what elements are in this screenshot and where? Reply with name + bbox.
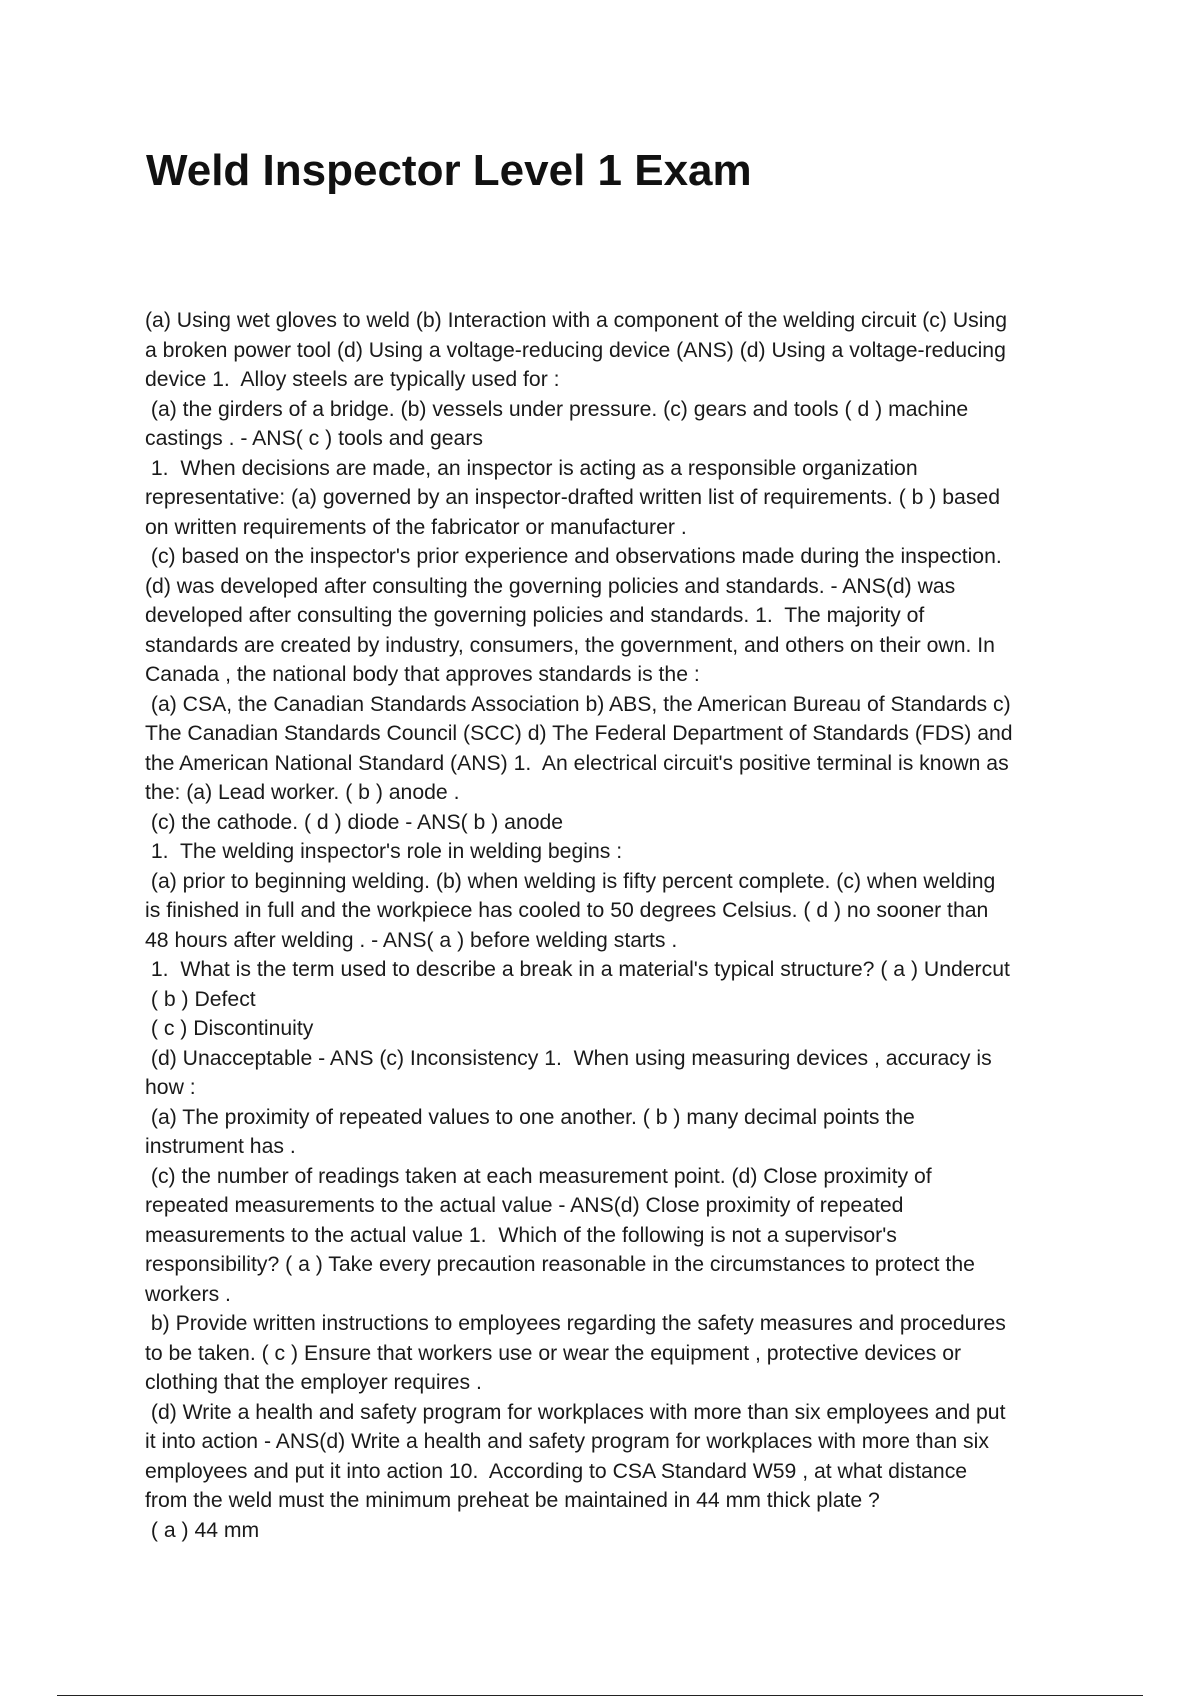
text-line: (c) the number of readings taken at each measurement point. (d) Close proximity of: [145, 1164, 932, 1188]
text-line: is finished in full and the workpiece has cooled to 50 degrees Celsius. ( d ) no sooner than: [145, 899, 989, 922]
text-line: employees and put it into action 10. According to CSA Standard W59 , at what distance: [145, 1459, 968, 1483]
text-line: the American National Standard (ANS) 1. An electrical circuit's positive terminal is known as: [145, 751, 1009, 775]
text-line: a broken power tool (d) Using a voltage-reducing device (ANS) (d) Using a voltage-reducing: [145, 338, 1006, 362]
exam-body-text: [145, 306, 1075, 1545]
text-line: b) Provide written instructions to employees regarding the safety measures and procedures: [145, 1312, 1006, 1335]
text-line: (a) prior to beginning welding. (b) when welding is fifty percent complete. (c) when welding: [145, 869, 996, 893]
text-line: responsibility? ( a ) Take every precaution reasonable in the circumstances to protect the: [145, 1253, 975, 1276]
text-line: (d) Unacceptable - ANS (c) Inconsistency 1. When using measuring devices , accuracy is: [145, 1046, 992, 1070]
text-line: repeated measurements to the actual value - ANS(d) Close proximity of repeated: [145, 1194, 904, 1217]
text-line: Canada , the national body that approves standards is the :: [145, 663, 700, 686]
text-line: (a) the girders of a bridge. (b) vessels under pressure. (c) gears and tools ( d ) machine: [145, 397, 969, 421]
text-line: it into action - ANS(d) Write a health and safety program for workplaces with more than six: [145, 1430, 989, 1453]
text-line: (d) Write a health and safety program for workplaces with more than six employees and put: [145, 1400, 1006, 1424]
text-line: (a) The proximity of repeated values to one another. ( b ) many decimal points the: [145, 1105, 915, 1129]
text-line: to be taken. ( c ) Ensure that workers use or wear the equipment , protective devices or: [145, 1341, 962, 1365]
text-line: 1. The welding inspector's role in welding begins :: [145, 840, 623, 863]
text-line: device 1. Alloy steels are typically used for :: [145, 368, 560, 391]
text-line: (a) Using wet gloves to weld (b) Interaction with a component of the welding circuit (c) Using: [145, 309, 1008, 332]
bottom-divider: [57, 1695, 1143, 1696]
text-line: (a) CSA, the Canadian Standards Association b) ABS, the American Bureau of Standards c): [145, 692, 1011, 716]
text-line: clothing that the employer requires .: [145, 1371, 482, 1394]
text-line: 48 hours after welding . - ANS( a ) before welding starts .: [145, 928, 678, 952]
text-line: (c) the cathode. ( d ) diode - ANS( b ) anode: [145, 810, 564, 834]
text-line: (c) based on the inspector's prior experience and observations made during the inspection.: [145, 545, 1002, 568]
text-line: developed after consulting the governing policies and standards. 1. The majority of: [145, 604, 925, 627]
text-line: ( c ) Discontinuity: [145, 1017, 314, 1040]
text-line: measurements to the actual value 1. Which of the following is not a supervisor's: [145, 1223, 897, 1247]
text-line: instrument has .: [145, 1135, 296, 1158]
text-line: on written requirements of the fabricator or manufacturer .: [145, 515, 687, 539]
text-line: representative: (a) governed by an inspector-drafted written list of requirements. ( b ) based: [145, 486, 1000, 509]
text-line: The Canadian Standards Council (SCC) d) The Federal Department of Standards (FDS) and: [145, 722, 1013, 745]
text-line: (d) was developed after consulting the governing policies and standards. - ANS(d) was: [145, 574, 956, 598]
page-title: Weld Inspector Level 1 Exam: [146, 146, 752, 195]
text-line: standards are created by industry, consumers, the government, and others on their own. In: [145, 633, 995, 657]
text-line: from the weld must the minimum preheat be maintained in 44 mm thick plate ?: [145, 1489, 880, 1512]
text-line: the: (a) Lead worker. ( b ) anode .: [145, 781, 460, 804]
text-line: workers .: [145, 1282, 231, 1306]
text-line: 1. When decisions are made, an inspector is acting as a responsible organization: [145, 456, 918, 480]
text-line: 1. What is the term used to describe a break in a material's typical structure? ( a ) Undercut: [145, 958, 1010, 981]
text-line: castings . - ANS( c ) tools and gears: [145, 427, 483, 450]
text-line: ( b ) Defect: [145, 987, 256, 1011]
text-line: ( a ) 44 mm: [145, 1518, 260, 1542]
text-line: how :: [145, 1076, 196, 1099]
